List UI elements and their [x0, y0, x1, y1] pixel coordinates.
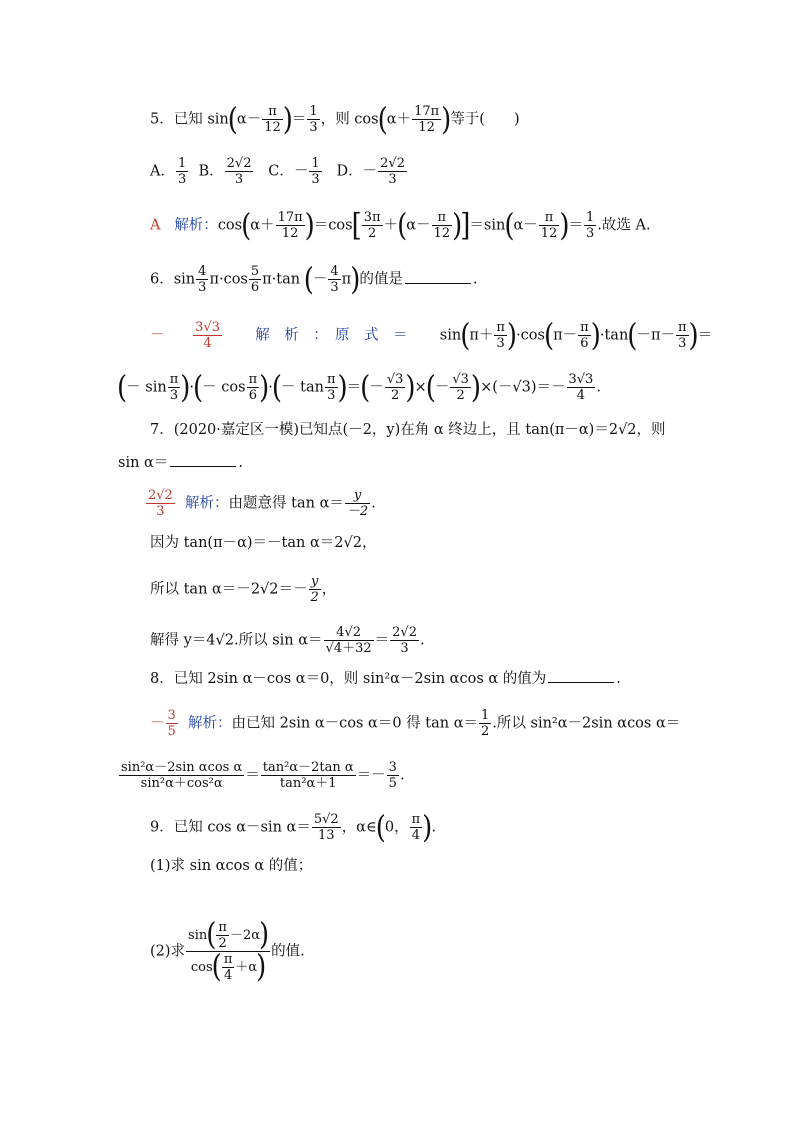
option-b-value [225, 156, 254, 187]
sol-text: －π－ [636, 327, 675, 344]
numerator: 4 [198, 264, 207, 279]
sol-text: . [596, 379, 601, 396]
numerator: √3 [386, 372, 404, 387]
denominator: tan²α＋1 [279, 776, 337, 791]
numerator: y [345, 488, 370, 504]
fraction-y-2 [309, 574, 321, 605]
q5-text-c: ＝ [291, 111, 307, 128]
fraction-3root3-4 [567, 372, 596, 403]
fraction-pi-3 [168, 372, 181, 403]
fraction-1-3 [584, 210, 596, 241]
sol-text: ， [321, 581, 337, 598]
q6-text: . [472, 271, 478, 288]
denominator: 3 [309, 120, 318, 135]
option-b-label: B． [198, 163, 224, 180]
denominator: 3 [177, 172, 187, 187]
q6-text: π [341, 271, 352, 288]
sol-text: 解得 y＝4√2.所以 sin α＝ [150, 632, 323, 649]
denominator: 6 [248, 388, 257, 403]
q9-text: 9．已知 cos α－sin α＝ [150, 819, 311, 836]
sol-text: ＝ [245, 767, 260, 784]
bracket-open: [ [351, 207, 362, 244]
fraction-3-5 [387, 760, 399, 791]
sol-text: ＋ [383, 217, 399, 234]
fraction-3pi-2 [362, 210, 383, 241]
paren-open: ( [543, 317, 555, 354]
denominator: 2 [456, 388, 465, 403]
q5-options [150, 156, 408, 187]
q8-text: . [616, 671, 621, 687]
numerator: 4√2 [324, 625, 374, 641]
paren-open: ( [627, 317, 638, 354]
denominator: 6 [580, 336, 589, 351]
sol-text: ·tan [599, 327, 629, 344]
q5-stem [150, 101, 520, 138]
fraction-17pi-12 [276, 210, 305, 241]
paren-open: ( [241, 207, 252, 244]
sol-text: × [414, 379, 427, 396]
q8-solution-line2 [118, 760, 405, 791]
fraction-pi-2 [216, 920, 229, 951]
answer-blank [405, 269, 471, 284]
fraction-root3-2 [385, 372, 406, 403]
q9-text: 的值. [271, 943, 305, 960]
denominator: 3 [496, 336, 505, 351]
denominator: 2 [368, 226, 377, 241]
sol-text: α＋ [250, 217, 275, 234]
paren-open: ( [303, 261, 314, 298]
fraction-pi-6 [578, 320, 591, 351]
q8-answer [166, 708, 178, 739]
answer-blank [170, 452, 236, 467]
numerator: 1 [177, 156, 187, 171]
q6-answer [193, 320, 222, 351]
q7-text: sin α＝ [118, 455, 169, 471]
denominator: 12 [418, 120, 435, 135]
q9-part1 [150, 856, 312, 876]
q8-answer-sign: － [150, 715, 165, 732]
numerator: tan²α－2tan α [262, 760, 354, 775]
denominator [186, 948, 270, 985]
q9-text: 0， [384, 819, 409, 836]
sol-text: ＝ [568, 217, 583, 234]
numerator: 17π [414, 104, 440, 119]
q7-answer [146, 488, 175, 519]
sol-text: . [371, 495, 376, 512]
fraction-17pi-12 [412, 104, 441, 135]
numerator: y [309, 574, 321, 590]
q6-text: 的值是 [359, 271, 403, 288]
fraction-1-3 [307, 104, 319, 135]
option-d-label: D．－ [336, 163, 378, 180]
fraction-5-6 [249, 264, 261, 295]
numerator: 17π [277, 210, 303, 225]
sol-text: ＝ [374, 632, 390, 649]
paren-close: ) [441, 101, 452, 138]
sol-text: · [189, 379, 194, 396]
numerator: 3√3 [568, 372, 594, 387]
numerator: 2√2 [148, 488, 173, 503]
solution-label: 解析： [188, 715, 232, 732]
q5-solution [150, 207, 651, 244]
numerator: 3π [363, 210, 381, 225]
denominator: 3 [156, 504, 165, 519]
sol-text: . [399, 767, 405, 784]
denominator: 3 [169, 388, 179, 403]
paren-open: ( [397, 207, 408, 244]
sol-text: ＝－ [356, 767, 386, 784]
numerator [186, 916, 270, 953]
numerator: π [580, 320, 589, 335]
fraction-tan-expr [261, 760, 356, 791]
sol-text: α－ [513, 217, 538, 234]
q9-text: ，α∈ [341, 819, 377, 836]
denominator: 12 [433, 226, 451, 241]
q9-text: . [431, 819, 436, 836]
paren-open: ( [460, 317, 471, 354]
q5-text-f: 等于( ) [450, 111, 520, 128]
q7-text: 7．(2020·嘉定区一模)已知点(－2，y)在角 α 终边上，且 tan(π－α)＝2√2，则 [150, 422, 666, 438]
numerator: √3 [452, 372, 469, 387]
denominator: sin²α＋cos²α [140, 776, 223, 791]
denominator: 3 [388, 172, 397, 187]
q5-text-d: ，则 cos [320, 111, 379, 128]
paren-close: ) [452, 207, 463, 244]
sol-text: cos [190, 960, 213, 975]
paren-open: ( [227, 101, 238, 138]
sol-text: 因为 tan(π－α)＝－tan α＝2√2， [150, 535, 377, 551]
paren-close: ) [470, 369, 482, 406]
numerator: 3 [167, 708, 176, 723]
sol-text: sin [188, 928, 208, 943]
fraction-pi-12 [262, 104, 283, 135]
sol-text: α－ [406, 217, 431, 234]
sol-text: . [419, 632, 425, 649]
q9-text: (2)求 [150, 943, 186, 960]
paren-close: ) [259, 916, 270, 953]
denominator: 12 [281, 226, 299, 241]
denominator: 3 [330, 280, 339, 295]
paren-close: ) [350, 261, 361, 298]
fraction-4-3 [196, 264, 208, 295]
q6-answer-sign: － [150, 327, 165, 344]
solution-label: 解 析 ： 原 式 ＝ [255, 327, 408, 344]
sol-text: 所以 tan α＝－2√2＝－ [150, 581, 308, 598]
q7-solution-line1 [145, 488, 376, 519]
q7-stem2 [118, 452, 243, 473]
q5-text-b: α－ [236, 111, 262, 128]
denominator: 3 [400, 641, 409, 656]
q8-text: 8．已知 2sin α－cos α＝0，则 sin²α－2sin αcos α 的值为 [150, 671, 547, 687]
sol-text: ＝sin [469, 217, 506, 234]
solution-label: 解析： [174, 217, 218, 234]
numerator: 1 [585, 210, 595, 225]
option-d-value [378, 156, 407, 187]
denominator: 2 [481, 724, 490, 739]
sol-text: － tan [281, 379, 324, 396]
numerator: π [218, 920, 227, 935]
fraction-pi-3 [325, 372, 338, 403]
paren-close: ) [304, 207, 315, 244]
sol-text: ＝ [697, 327, 713, 344]
denominator: 4 [223, 968, 233, 983]
fraction-y-neg2 [345, 488, 370, 519]
denominator: 13 [318, 828, 335, 843]
denominator: 4 [203, 336, 212, 351]
denominator: 3 [311, 172, 320, 187]
sol-text: － sin [126, 379, 167, 396]
numerator: π [496, 320, 505, 335]
q5-answer: A [150, 217, 161, 234]
denominator: 3 [234, 172, 244, 187]
option-a-value [176, 156, 188, 187]
numerator: 2√2 [226, 156, 252, 171]
q9-part2 [150, 916, 305, 985]
numerator: π [169, 372, 179, 387]
paren-close: ) [337, 369, 348, 406]
paren-close: ) [506, 317, 518, 354]
paren-close: ) [590, 317, 601, 354]
q5-text-a: 5．已知 sin [150, 111, 229, 128]
q9-text: (1)求 sin αcos α 的值； [150, 858, 313, 874]
denominator: 3 [327, 388, 336, 403]
paren-close: ) [405, 369, 416, 406]
fraction-root3-2 [450, 372, 471, 403]
numerator: π [677, 320, 687, 335]
paren-open: ( [504, 207, 515, 244]
paren-open: ( [117, 369, 128, 406]
denominator: 12 [540, 226, 558, 241]
fraction-2root2-3 [390, 625, 419, 656]
sol-text: ·cos [516, 327, 545, 344]
q6-text: 6．sin [150, 271, 196, 288]
paren-open: ( [375, 809, 386, 846]
fraction-part2 [186, 916, 270, 985]
fraction-pi-3 [676, 320, 689, 351]
fraction-pi-12 [539, 210, 560, 241]
fraction-sin-expr [119, 760, 244, 791]
numerator: 2√2 [380, 156, 405, 171]
numerator: 3√3 [195, 320, 220, 335]
numerator: π [411, 812, 421, 827]
q6-solution-line2 [117, 369, 601, 406]
denominator: 5 [388, 776, 397, 791]
numerator: 5 [250, 264, 260, 279]
numerator: π [539, 210, 560, 226]
numerator: π [432, 210, 453, 226]
sol-text: .故选 A. [597, 217, 651, 234]
sol-text: ×(－√3)＝－ [480, 379, 566, 396]
numerator: π [248, 372, 258, 387]
denominator: 12 [264, 120, 281, 135]
numerator: π [326, 372, 336, 387]
numerator: π [262, 104, 283, 120]
paren-open: ( [425, 369, 436, 406]
fraction-1-2 [479, 708, 491, 739]
denominator: 3 [198, 280, 207, 295]
fraction-pi-4 [222, 952, 235, 983]
sol-text: cos [217, 217, 243, 234]
sol-text: ＝cos [313, 217, 353, 234]
denominator: 4 [411, 828, 421, 843]
numerator: sin²α－2sin αcos α [121, 760, 243, 775]
fraction-pi-3 [494, 320, 507, 351]
paren-close: ) [282, 101, 293, 138]
q9-stem [150, 809, 436, 846]
sol-text: 由题意得 tan α＝ [228, 495, 344, 512]
numerator: 1 [311, 156, 320, 171]
denominator: 3 [678, 336, 687, 351]
fraction-pi-12 [432, 210, 453, 241]
sol-text: π＋ [469, 327, 494, 344]
option-c-label: C．－ [268, 163, 309, 180]
denominator: 4 [576, 388, 586, 403]
q7-solution-line2 [150, 533, 376, 553]
sol-text: · [268, 379, 273, 396]
denominator: 2 [310, 590, 319, 605]
q5-text-e: α＋ [386, 111, 412, 128]
fraction-pi-4 [410, 812, 423, 843]
answer-blank [548, 668, 614, 683]
sol-text: π－ [553, 327, 578, 344]
denominator: 5 [167, 724, 176, 739]
q7-stem [150, 420, 666, 440]
option-a-label: A． [150, 163, 175, 180]
paren-close: ) [422, 809, 433, 846]
denominator: －2 [346, 504, 369, 519]
numerator: 3 [388, 760, 397, 775]
sol-text: － cos [202, 379, 246, 396]
denominator: √4＋32 [325, 641, 372, 656]
sol-text: － [434, 379, 450, 396]
paren-close: ) [688, 317, 699, 354]
denominator: 2 [390, 388, 400, 403]
paren-close: ) [256, 948, 267, 985]
paren-close: ) [180, 369, 191, 406]
numerator: 1 [481, 708, 490, 723]
paren-open: ( [211, 948, 222, 985]
sol-text: .所以 sin²α－2sin αcos α＝ [492, 715, 681, 732]
numerator: 2√2 [392, 625, 417, 640]
q7-text: . [238, 455, 243, 471]
paren-open: ( [193, 369, 204, 406]
sol-text: －2α [229, 928, 261, 943]
option-c-value [309, 156, 321, 187]
sol-text: ＝ [346, 379, 362, 396]
q7-solution-line4 [150, 625, 425, 656]
q6-solution-line1 [150, 317, 713, 354]
q6-text: π·cos [209, 271, 248, 288]
sol-text: 由已知 2sin α－cos α＝0 得 tan α＝ [231, 715, 478, 732]
sol-text: sin [439, 327, 462, 344]
paren-open: ( [206, 916, 217, 953]
paren-close: ) [559, 207, 570, 244]
denominator: 2 [218, 936, 227, 951]
numerator: 4 [330, 264, 339, 279]
paren-open: ( [271, 369, 283, 406]
fraction-5root2-13 [312, 812, 341, 843]
q8-solution-line1 [150, 708, 680, 739]
paren-close: ) [259, 369, 270, 406]
denominator: 3 [585, 226, 595, 241]
paren-open: ( [377, 101, 388, 138]
sol-text: ＋α [235, 960, 258, 975]
q8-stem [150, 668, 621, 689]
q7-solution-line3 [150, 574, 336, 605]
solution-label: 解析： [185, 495, 229, 512]
numerator: π [223, 952, 233, 967]
fraction-pi-6 [247, 372, 260, 403]
fraction-4-3 [328, 264, 340, 295]
q6-stem [150, 261, 478, 298]
q6-text: － [312, 271, 328, 288]
denominator: 6 [250, 280, 260, 295]
fraction-4root2-over-root36 [324, 625, 374, 656]
numerator: 5√2 [313, 812, 339, 827]
sol-text: － [369, 379, 384, 396]
paren-open: ( [360, 369, 371, 406]
numerator: 1 [309, 104, 318, 119]
bracket-close: ] [460, 207, 471, 244]
q6-text: π·tan [262, 271, 301, 288]
